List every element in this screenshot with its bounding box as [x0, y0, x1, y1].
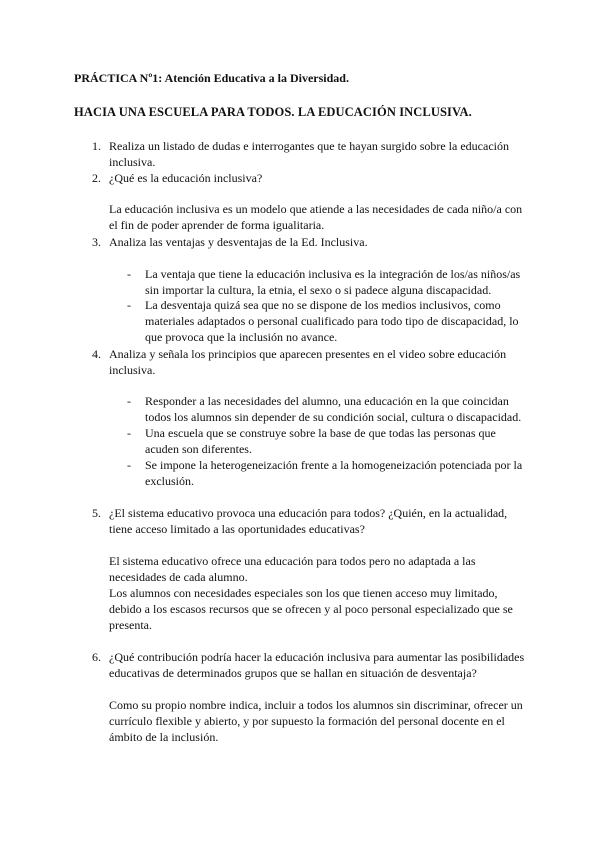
question-text: ¿Qué es la educación inclusiva? — [109, 171, 263, 185]
bullet-dash: - — [127, 426, 131, 440]
bullet-text: Se impone la heterogeneización frente a la homogeneización potenciada por la exclusión. — [145, 458, 523, 488]
item-number: 5. — [92, 506, 101, 520]
answer-text: El sistema educativo ofrece una educación para todos pero no adaptada a las necesidades de cada alumno. — [109, 554, 476, 584]
question-text: Analiza y señala los principios que aparecen presentes en el video sobre educación inclusiva. — [109, 347, 507, 377]
item-number: 3. — [92, 235, 101, 249]
question-text: ¿El sistema educativo provoca una educación para todos? ¿Quién, en la actualidad, tiene acceso limitado a las oportunidades educativas? — [109, 506, 508, 536]
answer-text: La educación inclusiva es un modelo que atiende a las necesidades de cada niño/a con el fin de poder aprender de forma igualitaria. — [109, 202, 523, 232]
bullet-dash: - — [127, 394, 131, 408]
item-number: 6. — [92, 650, 101, 664]
question-text: ¿Qué contribución podría hacer la educación inclusiva para aumentar las posibilidades educativas de determinados grupos que se hallan en situación de desventaja? — [109, 650, 525, 680]
question-text: Realiza un listado de dudas e interrogantes que te hayan surgido sobre la educación inclusiva. — [109, 139, 509, 169]
answer-text: Los alumnos con necesidades especiales son los que tienen acceso muy limitado, debido a los escasos recursos que se ofrecen y al poco personal especializado que se presenta. — [109, 586, 513, 632]
bullet-dash: - — [127, 267, 131, 281]
bullet-dash: - — [127, 458, 131, 472]
item-number: 4. — [92, 347, 101, 361]
item-number: 2. — [92, 171, 101, 185]
bullet-text: Responder a las necesidades del alumno, una educación en la que coincidan todos los alumnos sin depender de su condición social, cultura o discapacidad. — [145, 394, 522, 424]
bullet-text: La ventaja que tiene la educación inclusiva es la integración de los/as niños/as sin importar la cultura, la etnia, el sexo o si padece alguna discapacidad. — [145, 267, 521, 297]
question-text: Analiza las ventajas y desventajas de la Ed. Inclusiva. — [109, 235, 368, 249]
bullet-text: Una escuela que se construye sobre la base de que todas las personas que acuden son diferentes. — [145, 426, 496, 456]
bullet-text: La desventaja quizá sea que no se dispone de los medios inclusivos, como materiales adaptados o personal cualificado para todo tipo de discapacidad, lo que provoca que la inclusión no avance. — [145, 298, 519, 344]
item-number: 1. — [92, 139, 101, 153]
answer-text: Como su propio nombre indica, incluir a todos los alumnos sin discriminar, ofrecer un currículo flexible y abierto, y por supuesto la formación del personal docente en el ámbito de la inclusión. — [109, 698, 523, 744]
document-title: PRÁCTICA Nº1: Atención Educativa a la Diversidad. — [74, 71, 349, 85]
document-subtitle: HACIA UNA ESCUELA PARA TODOS. LA EDUCACIÓN INCLUSIVA. — [74, 105, 472, 119]
bullet-dash: - — [127, 298, 131, 312]
